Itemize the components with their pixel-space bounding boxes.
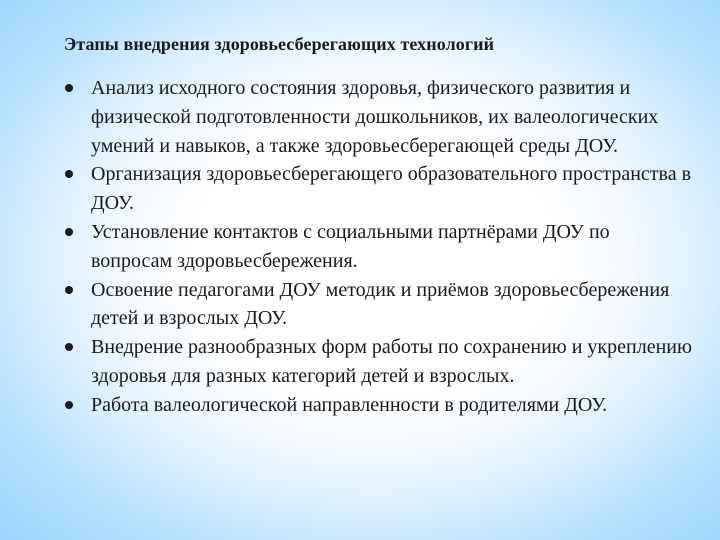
bullet-dot-icon [65, 228, 73, 236]
bullet-dot-icon [65, 84, 73, 92]
bullet-item-parents [64, 391, 694, 420]
bullet-list [64, 74, 694, 420]
bullet-text: Установление контактов с социальными партнёрами ДОУ по вопросам здоровьесбережения. [91, 220, 610, 272]
bullet-item-methods [64, 276, 694, 334]
bullet-text: Организация здоровьесберегающего образовательного пространства в ДОУ. [91, 163, 692, 215]
bullet-item-implementation [64, 333, 694, 391]
bullet-dot-icon [65, 401, 73, 409]
bullet-item-partners [64, 218, 694, 276]
bullet-dot-icon [65, 343, 73, 351]
bullet-text: Работа валеологической направленности в родителями ДОУ. [91, 393, 608, 416]
bullet-text: Внедрение разнообразных форм работы по сохранению и укреплению здоровья для разных категорий детей и взрослых. [91, 336, 692, 387]
bullet-item-analysis [64, 74, 694, 160]
bullet-dot-icon [65, 170, 73, 178]
slide-title: Этапы внедрения здоровьесберегающих технологий [64, 34, 495, 54]
bullet-text: Освоение педагогами ДОУ методик и приёмов здоровьесбережения детей и взрослых ДОУ. [91, 278, 670, 330]
bullet-dot-icon [65, 286, 73, 294]
bullet-item-organization [64, 160, 694, 218]
bullet-text: Анализ исходного состояния здоровья, физического развития и физической подготовленности дошкольников, их валеологических умений и навыков, а также здоровьесберегающей среды ДОУ. [91, 77, 659, 157]
